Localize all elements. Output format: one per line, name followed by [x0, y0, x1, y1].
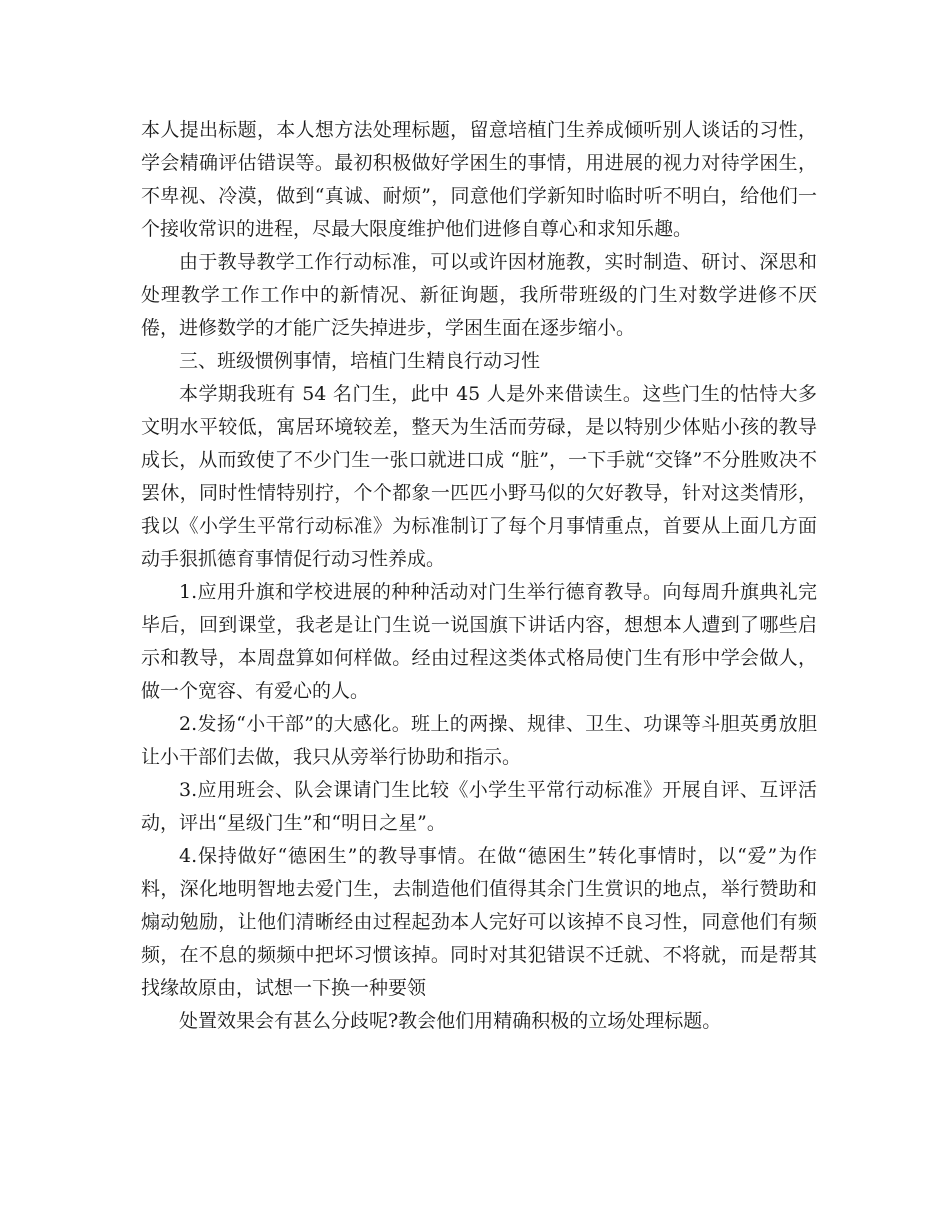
document-body [141, 114, 817, 1038]
paragraph-3: 本学期我班有 54 名门生，此中 45 人是外来借读生。这些门生的怙恃大多文明水平较低，寓居环境较差，整天为生活而劳碌，是以特别少体贴小孩的教导成长，从而致使了不少门生一张口就进口成 “脏”，一下手就“交锋”不分胜败决不罢休，同时性情特别拧，个个都象一匹匹小野马似的欠好教导，针对这类情形，我以《小学生平常行动标准》为标准制订了每个月事情重点，首要从上面几方面动手狠抓德育事情促行动习性养成。 [141, 383, 817, 570]
section-heading: 三、班级惯例事情，培植门生精良行动习性 [179, 350, 541, 372]
paragraph-closing: 处置效果会有甚么分歧呢?教会他们用精确积极的立场处理标题。 [179, 1010, 722, 1032]
list-item-2: 2.发扬“小干部”的大感化。班上的两操、规律、卫生、功课等斗胆英勇放胆让小干部们去做，我只从旁举行协助和指示。 [141, 713, 817, 768]
paragraph-1: 本人提出标题，本人想方法处理标题，留意培植门生养成倾听别人谈话的习性，学会精确评估错误等。最初积极做好学困生的事情，用进展的视力对待学困生，不卑视、冷漠，做到“真诚、耐烦”，同意他们学新知时临时听不明白，给他们一个接收常识的进程，尽最大限度维护他们进修自尊心和求知乐趣。 [141, 119, 817, 240]
paragraph-2: 由于教导教学工作行动标准，可以或许因材施教，实时制造、研讨、深思和处理教学工作工作中的新情况、新征询题，我所带班级的门生对数学进修不厌倦，进修数学的才能广泛失掉进步，学困生面在逐步缩小。 [141, 251, 817, 339]
list-item-1: 1.应用升旗和学校进展的种种活动对门生举行德育教导。向每周升旗典礼完毕后，回到课堂，我老是让门生说一说国旗下讲话内容，想想本人遭到了哪些启示和教导，本周盘算如何样做。经由过程这类体式格局使门生有形中学会做人，做一个宽容、有爱心的人。 [141, 581, 817, 702]
list-item-3: 3.应用班会、队会课请门生比较《小学生平常行动标准》开展自评、互评活动，评出“星级门生”和“明日之星”。 [141, 779, 817, 834]
list-item-4: 4.保持做好“德困生”的教导事情。在做“德困生”转化事情时，以“爱”为作料，深化地明智地去爱门生，去制造他们值得其余门生赏识的地点，举行赞助和煽动勉励，让他们清晰经由过程起劲本人完好可以该掉不良习性，同意他们有频频，在不息的频频中把坏习惯该掉。同时对其犯错误不迁就、不将就，而是帮其找缘故原由，试想一下换一种要领 [141, 845, 817, 999]
